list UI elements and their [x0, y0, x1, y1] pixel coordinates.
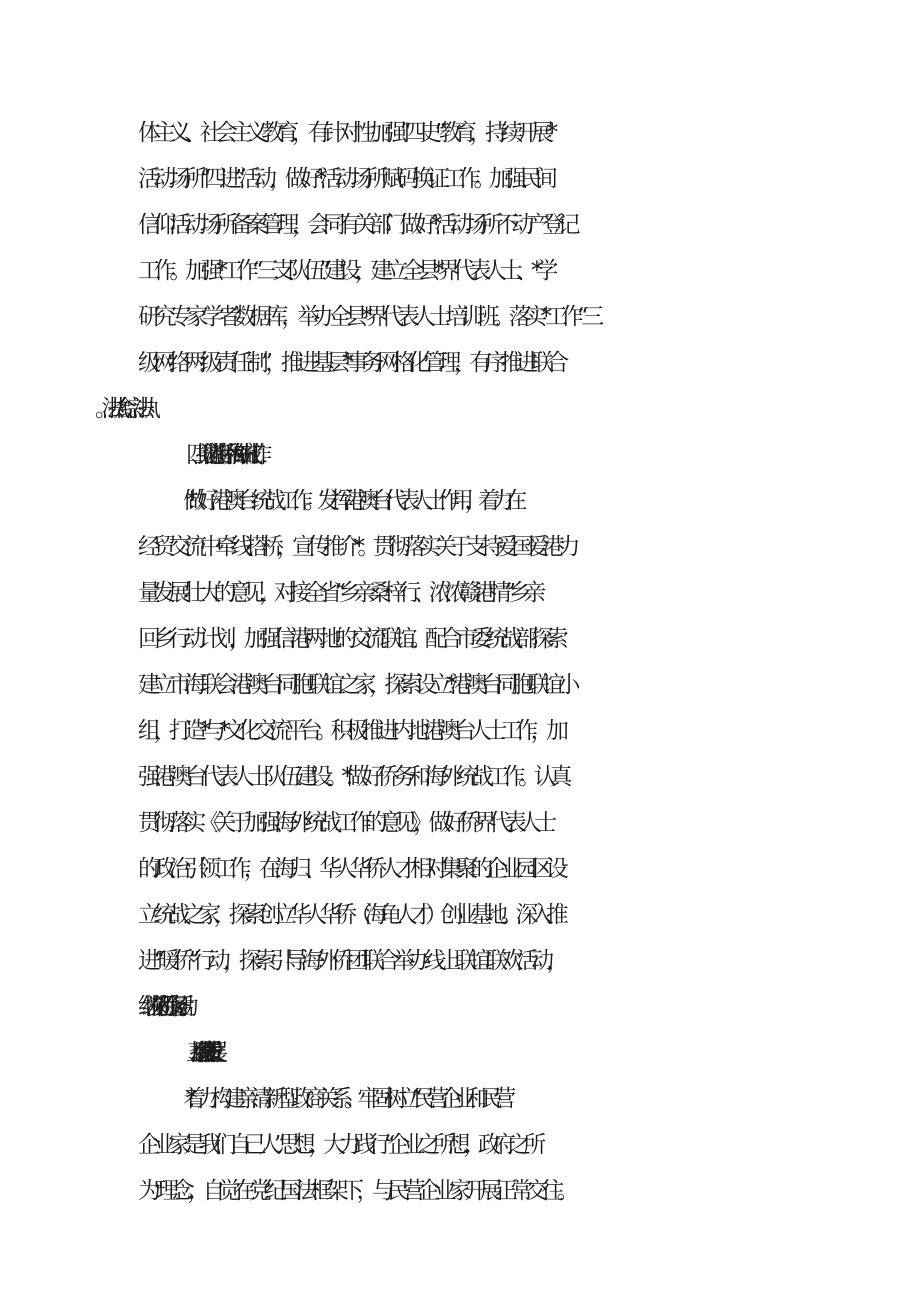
section-heading: 四、推进港澳台侨和海外统战工作	[186, 442, 255, 468]
body-line: 贯彻落实《关于加强海外统战工作的意见》，做好侨界代表人士	[138, 810, 550, 836]
body-line: 的政治引领工作，在海归、华人华侨人才相对集聚的企业园区设	[138, 856, 561, 882]
body-line: *. 着力构建亲清新型政商关系。牢固树立“民营企业和民营	[186, 1086, 507, 1112]
body-line	[138, 394, 920, 424]
body-line: 工作。加强*工作“三支队伍”建设，建立全县*界代表人士、*学	[138, 258, 552, 284]
body-line: 级网络两级责任制”，推进基层*事务网格化管理，有序推进联合	[138, 350, 562, 376]
body-line: 强港澳台代表人士队伍建设。*. 做好侨务和海外统战工作。认真	[138, 764, 566, 790]
body-line: 研究专家学者数据库，举办全县*界代表人士培训班。落实*工作“三	[138, 304, 598, 330]
body-line: 经贸交流中牵线搭桥，宣传推介*。贯彻落实关于支持爱国爱港力	[138, 534, 573, 560]
section-heading: 五、推动民营经济高质量发展	[186, 1040, 207, 1066]
body-line: 为"理念，自觉在党纪国法框架下，与民营企业家开展正常交往。	[138, 1178, 572, 1204]
body-line: 活动场所“四进”活动，做好*活动场所赋码换证工作。加强民间	[138, 166, 551, 192]
body-line: 建立市海联会港澳台同胞联谊之家，探索设立*港澳台同胞联谊小	[138, 672, 573, 698]
body-line: 体主义、社会主义教育，有针对性加强“四史”教育，持续开展*	[138, 120, 551, 146]
body-line: *. 做好港澳台统战工作。发挥港澳台代表人士作用，着力在	[186, 488, 518, 514]
body-line: 进“暖侨”行动，探索引导海外侨团联合举办线上联谊联欢活动，	[138, 948, 562, 974]
body-line: 量发展壮大的意见，对接全省“乡亲桑梓行、浓浓赣港情”乡亲	[138, 580, 539, 606]
body-line: 组，打造*与*文化交流平台。积极推进内地港澳台人士工作，加	[138, 718, 562, 744]
body-line: 企业家是我们自己人”思想，大力践行“企业之所想，政府之所	[138, 1132, 539, 1158]
body-line: 立统战之家，探索创立华人华侨（海龟人才）创业基地。深入推	[138, 902, 561, 928]
body-line: 继续深化为侨企服务活动。	[138, 994, 184, 1020]
body-line: 回乡行动计划，加强信港两地的交流联谊。配合市委统战部探索	[138, 626, 561, 652]
body-line: 信仰活动场所备案管理，会同有关部门做好*活动场所不动产登记	[138, 212, 573, 238]
